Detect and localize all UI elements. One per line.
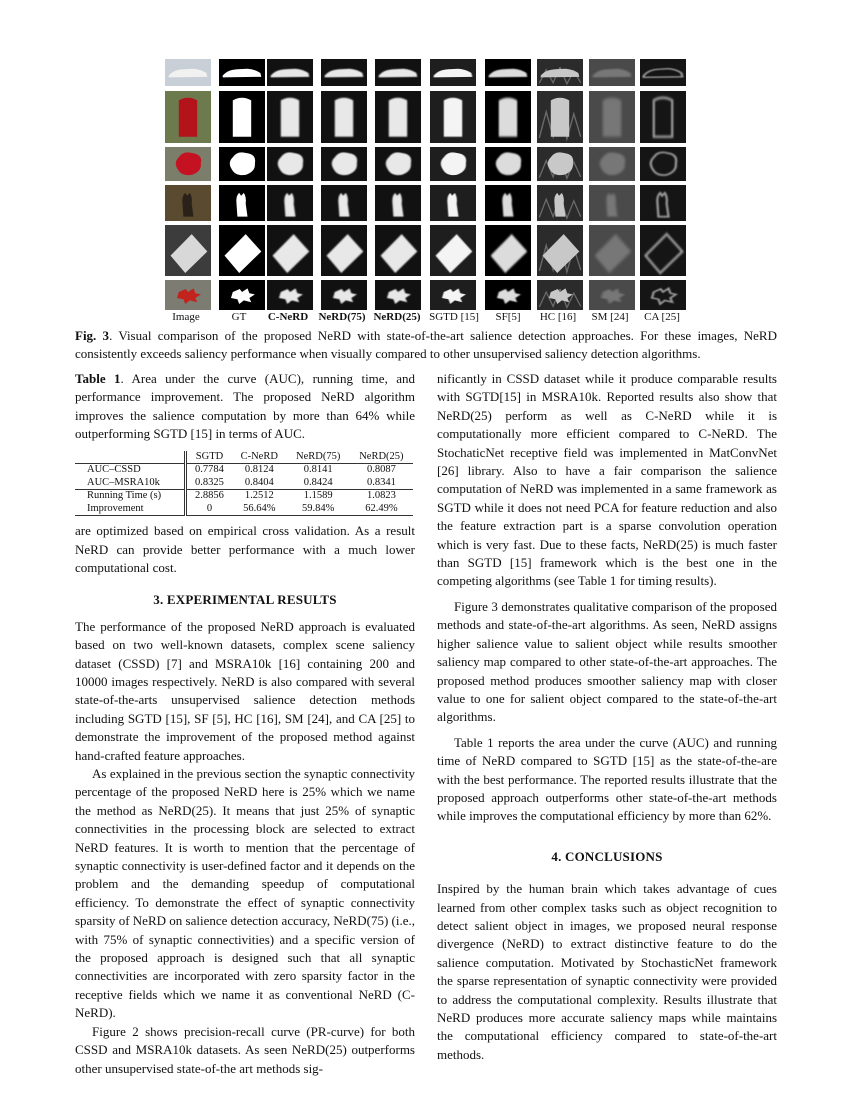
table-cell: 0.7784 — [186, 464, 232, 477]
saliency-thumb-mailbox-sm — [589, 91, 635, 143]
table-cell: 0.8341 — [366, 476, 396, 488]
saliency-thumb-mailbox-hc — [537, 91, 583, 143]
saliency-thumb-rose-nerd25 — [375, 147, 421, 181]
table-cell: 62.49% — [350, 503, 413, 516]
saliency-thumb-mailbox-ca — [640, 91, 686, 143]
table-row — [75, 477, 413, 490]
col-label-hc: HC [16] — [539, 311, 577, 323]
saliency-thumb-red-flower-hc — [537, 280, 583, 310]
saliency-thumb-cat-gt — [219, 185, 265, 221]
paragraph: Figure 3 demonstrates qualitative comparison of the proposed methods and state-of-the-art algorithms. As seen, NeRD assigns higher salience value to salient object while results smoother saliency map compared to other state-of-the-art approaches. The proposed method produces smoother saliency map with closer value to one for salient object compared to the state-of-the-art algorithms. — [437, 598, 777, 725]
col-label-c-nerd: C-NeRD — [267, 311, 309, 323]
table-cell: 1.2512 — [232, 490, 287, 503]
saliency-thumb-mailbox-gt — [219, 91, 265, 143]
paragraph: The performance of the proposed NeRD approach is evaluated based on two well-known datasets, complex scene saliency dataset (CSSD) [7] and MSRA10k [16] containing 200 and 10000 images respectively. NeRD is also compared with several state-of-the-arts unsupervised salience detection methods including SGTD [15], SF [5], HC [16], SM [24], and CA [25] to demonstrate the improvement of the proposed method against hand-crafted feature approaches. — [75, 618, 415, 763]
saliency-thumb-tile-board-nerd25 — [375, 225, 421, 276]
table-cell: 0.8141 — [287, 464, 350, 477]
left-column — [75, 370, 415, 1078]
table-row-label: Improvement — [75, 503, 186, 516]
saliency-thumb-cat-sf — [485, 185, 531, 221]
saliency-thumb-car-gt — [219, 59, 265, 86]
saliency-thumb-rose-hc — [537, 147, 583, 181]
col-label-sf: SF[5] — [495, 311, 521, 323]
table-row-label: Running Time (s) — [75, 490, 186, 503]
saliency-thumb-red-flower-sf — [485, 280, 531, 310]
saliency-thumb-cat-hc — [537, 185, 583, 221]
saliency-thumb-red-flower-gt — [219, 280, 265, 310]
saliency-thumb-rose-sgtd — [430, 147, 476, 181]
table-row-label: AUC–MSRA10k — [75, 477, 186, 490]
saliency-thumb-rose-sf — [485, 147, 531, 181]
right-column — [437, 370, 777, 1064]
figure-3-caption — [75, 327, 777, 363]
figure-3-grid — [165, 59, 685, 310]
table-header-cell — [75, 451, 186, 464]
paragraph: Figure 2 shows precision-recall curve (PR-curve) for both CSSD and MSRA10k datasets. As seen NeRD(25) outperforms other unsupervised state-of-the art methods sig- — [75, 1023, 415, 1076]
paragraph: nificantly in CSSD dataset while it produce comparable results with SGTD[15] in MSRA10k. Reported results also show that NeRD(25) perform as well as C-NeRD while it is computationally more efficient compared to C-NeRD. The StochaticNet receptive field was implemented in MatConvNet [26] library. Also to have a fair comparison the salience computation of NeRD was implemented in a same framework as SGTD while it does not need PCA for feature reduction and also the feature extraction part is a sparse convolution operation which is very fast. Due to these facts, NeRD(25) is much faster than SGTD [15] framework which is the best one in the competing algorithms (see Table 1 for timing results). — [437, 371, 777, 589]
saliency-thumb-cat-nerd75 — [321, 185, 367, 221]
table-row — [75, 503, 413, 516]
table-row-label: AUC–CSSD — [75, 464, 186, 477]
saliency-thumb-car-hc — [537, 59, 583, 86]
saliency-thumb-mailbox-sgtd — [430, 91, 476, 143]
table-header-row — [75, 451, 413, 464]
col-label-nerd25: NeRD(25) — [373, 311, 421, 323]
table-row — [75, 464, 413, 477]
saliency-thumb-mailbox-c-nerd — [267, 91, 313, 143]
saliency-thumb-tile-board-sf — [485, 225, 531, 276]
table-header-cell: SGTD — [186, 451, 232, 464]
table-cell: 1.0823 — [350, 490, 413, 503]
saliency-thumb-car-ca — [640, 59, 686, 86]
figure-column-labels — [160, 311, 690, 325]
saliency-thumb-car-sf — [485, 59, 531, 86]
table-header-cell: NeRD(75) — [287, 451, 350, 464]
col-label-nerd75: NeRD(75) — [318, 311, 366, 323]
col-label-image: Image — [172, 311, 200, 323]
saliency-thumb-red-flower-nerd75 — [321, 280, 367, 310]
col-label-gt: GT — [231, 311, 247, 323]
saliency-thumb-mailbox-nerd25 — [375, 91, 421, 143]
saliency-thumb-red-flower-c-nerd — [267, 280, 313, 310]
saliency-thumb-tile-board-image — [165, 225, 211, 276]
table-cell: 0.8325 — [195, 476, 224, 488]
paragraph: are optimized based on empirical cross validation. As a result NeRD can provide better performance with a much lower computational cost. — [75, 523, 415, 575]
table1-caption-label: Table 1 — [75, 371, 121, 386]
saliency-thumb-rose-ca — [640, 147, 686, 181]
table-cell: 0 — [186, 503, 232, 516]
saliency-thumb-rose-sm — [589, 147, 635, 181]
table-cell: 2.8856 — [186, 490, 232, 503]
saliency-thumb-cat-nerd25 — [375, 185, 421, 221]
saliency-thumb-mailbox-sf — [485, 91, 531, 143]
saliency-thumb-car-nerd75 — [321, 59, 367, 86]
saliency-thumb-tile-board-sm — [589, 225, 635, 276]
saliency-thumb-cat-sgtd — [430, 185, 476, 221]
saliency-thumb-tile-board-gt — [219, 225, 265, 276]
saliency-thumb-cat-sm — [589, 185, 635, 221]
saliency-thumb-cat-ca — [640, 185, 686, 221]
saliency-thumb-mailbox-image — [165, 91, 211, 143]
saliency-thumb-tile-board-hc — [537, 225, 583, 276]
saliency-thumb-tile-board-c-nerd — [267, 225, 313, 276]
saliency-thumb-red-flower-nerd25 — [375, 280, 421, 310]
saliency-thumb-tile-board-sgtd — [430, 225, 476, 276]
saliency-thumb-red-flower-sgtd — [430, 280, 476, 310]
figure-caption-label: Fig. 3 — [75, 328, 110, 343]
table-row — [75, 490, 413, 503]
section-4-heading: 4. CONCLUSIONS — [551, 848, 663, 864]
paragraph: Table 1 reports the area under the curve (AUC) and running time of NeRD compared to SGTD [15] as the state-of-the-are with the best performance. The reported results illustrate that the proposed approach outperforms other state-of-the-art methods while improves the computational efficiency by more than 62%. — [437, 734, 777, 824]
table-cell: 1.1589 — [287, 490, 350, 503]
table-cell: 0.8424 — [303, 476, 333, 488]
col-label-sm: SM [24] — [591, 311, 629, 323]
saliency-thumb-car-nerd25 — [375, 59, 421, 86]
saliency-thumb-car-sm — [589, 59, 635, 86]
saliency-thumb-rose-image — [165, 147, 211, 181]
table-cell: 0.8124 — [232, 464, 287, 477]
saliency-thumb-rose-gt — [219, 147, 265, 181]
table-cell: 59.84% — [287, 503, 350, 516]
saliency-thumb-tile-board-nerd75 — [321, 225, 367, 276]
table-cell: 0.8087 — [350, 464, 413, 477]
saliency-thumb-car-sgtd — [430, 59, 476, 86]
saliency-thumb-cat-c-nerd — [267, 185, 313, 221]
figure-caption-text: . Visual comparison of the proposed NeRD with state-of-the-art salience detection approaches. For these images, NeRD consistently exceeds saliency performance when visually compared to other unsupervised saliency detection algorithms. — [75, 328, 777, 361]
paragraph: Inspired by the human brain which takes advantage of cues learned from other complex tasks such as object recognition to detect salient object in images, we proposed neural response divergence (NeRD) to extract distinctive feature to do the salience computation. Motivated by StochasticNet framework the sparse representation of synaptic connectivity were provided to address the computational complexity. Results illustrate that NeRD produces more accurate saliency maps while maintains the computational efficiency compared to state-of-the-art methods. — [437, 881, 777, 1062]
saliency-thumb-rose-c-nerd — [267, 147, 313, 181]
table-header-cell: C-NeRD — [232, 451, 287, 464]
saliency-thumb-mailbox-nerd75 — [321, 91, 367, 143]
table-1 — [75, 451, 413, 517]
saliency-thumb-rose-nerd75 — [321, 147, 367, 181]
saliency-thumb-cat-image — [165, 185, 211, 221]
col-label-sgtd: SGTD [15] — [429, 311, 479, 323]
saliency-thumb-tile-board-ca — [640, 225, 686, 276]
table-cell: 0.8404 — [244, 476, 274, 488]
table1-caption — [75, 370, 415, 444]
saliency-thumb-car-c-nerd — [267, 59, 313, 86]
section-3-heading: 3. EXPERIMENTAL RESULTS — [153, 592, 337, 608]
col-label-ca: CA [25] — [644, 311, 680, 323]
table-cell: 56.64% — [232, 503, 287, 516]
saliency-thumb-car-image — [165, 59, 211, 86]
saliency-thumb-red-flower-image — [165, 280, 211, 310]
saliency-thumb-red-flower-ca — [640, 280, 686, 310]
table-header-cell: NeRD(25) — [350, 451, 413, 464]
paragraph: As explained in the previous section the synaptic connectivity percentage of the proposed NeRD here is 25% which we name the method as NeRD(25). It means that just 25% of synaptic connectivities in the processing block are selected to extract NeRD features. It is worth to mention that the percentage of synaptic connectivity is user-defined factor and it depends on the problem and the demanding speedup of computational efficiency. To demonstrate the effect of synaptic connectivity sparsity of NeRD on salience detection accuracy, NeRD(75) (i.e., with 75% of synaptic connectivities) and a specific version of the proposed approach is designed such that all synaptic connectivities are incorporated with zero sparsity factor in the receptive fields which we name it as conventional NeRD (C-NeRD). — [75, 766, 415, 1021]
table1-caption-text: . Area under the curve (AUC), running time, and performance improvement. The proposed NeRD algorithm improves the salience computation by more than 64% while outperforming SGTD [15] in terms of AUC. — [75, 371, 416, 442]
saliency-thumb-red-flower-sm — [589, 280, 635, 310]
